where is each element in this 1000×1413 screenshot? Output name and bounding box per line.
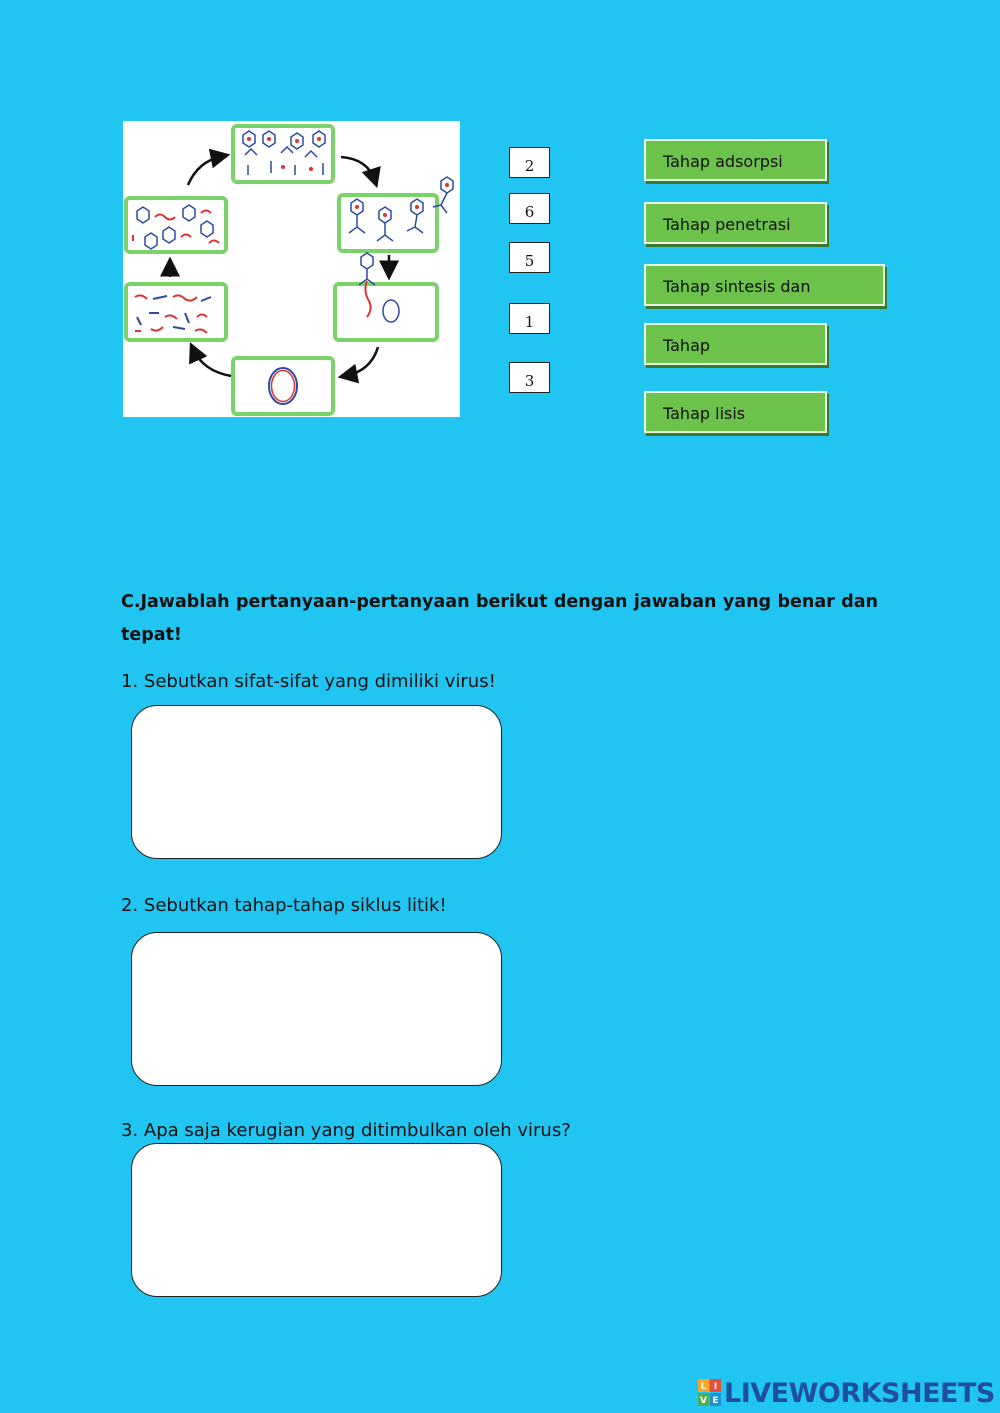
answer-box-3[interactable] [131, 1143, 502, 1297]
liveworksheets-brand [698, 1376, 995, 1410]
svg-text:E: E [712, 1396, 719, 1406]
liveworksheets-logo-icon [698, 1379, 722, 1407]
stage-label-assembly[interactable]: Tahap [644, 323, 827, 365]
answer-box-2[interactable] [131, 932, 502, 1086]
sequence-number-box[interactable]: 3 [509, 362, 550, 393]
question-3: 3. Apa saja kerugian yang ditimbulkan oleh virus? [121, 1120, 571, 1141]
stage-label-adsorption[interactable]: Tahap adsorpsi [644, 139, 827, 181]
section-instruction: C.Jawablah pertanyaan-pertanyaan berikut dengan jawaban yang benar dan tepat! [121, 592, 878, 645]
stage-label-penetration[interactable]: Tahap penetrasi [644, 202, 827, 244]
stage-label-lysis[interactable]: Tahap lisis [644, 391, 827, 433]
lytic-cycle-diagram [123, 121, 460, 417]
question-2: 2. Sebutkan tahap-tahap siklus litik! [121, 895, 447, 916]
brand-name: LIVEWORKSHEETS [724, 1377, 995, 1409]
svg-text:V: V [700, 1396, 707, 1406]
sequence-number-box[interactable]: 1 [509, 303, 550, 334]
svg-text:L: L [700, 1382, 707, 1392]
question-1: 1. Sebutkan sifat-sifat yang dimiliki virus! [121, 671, 496, 692]
panel-circular-dna [233, 358, 333, 414]
sequence-number-box[interactable]: 2 [509, 147, 550, 178]
svg-text:I: I [713, 1382, 718, 1392]
stage-label-synthesis[interactable]: Tahap sintesis dan [644, 264, 885, 306]
lytic-cycle-illustration [123, 121, 460, 417]
answer-box-1[interactable] [131, 705, 502, 859]
sequence-number-box[interactable]: 5 [509, 242, 550, 273]
panel-penetration [335, 284, 437, 340]
panel-replication [126, 198, 226, 252]
sequence-number-box[interactable]: 6 [509, 193, 550, 224]
